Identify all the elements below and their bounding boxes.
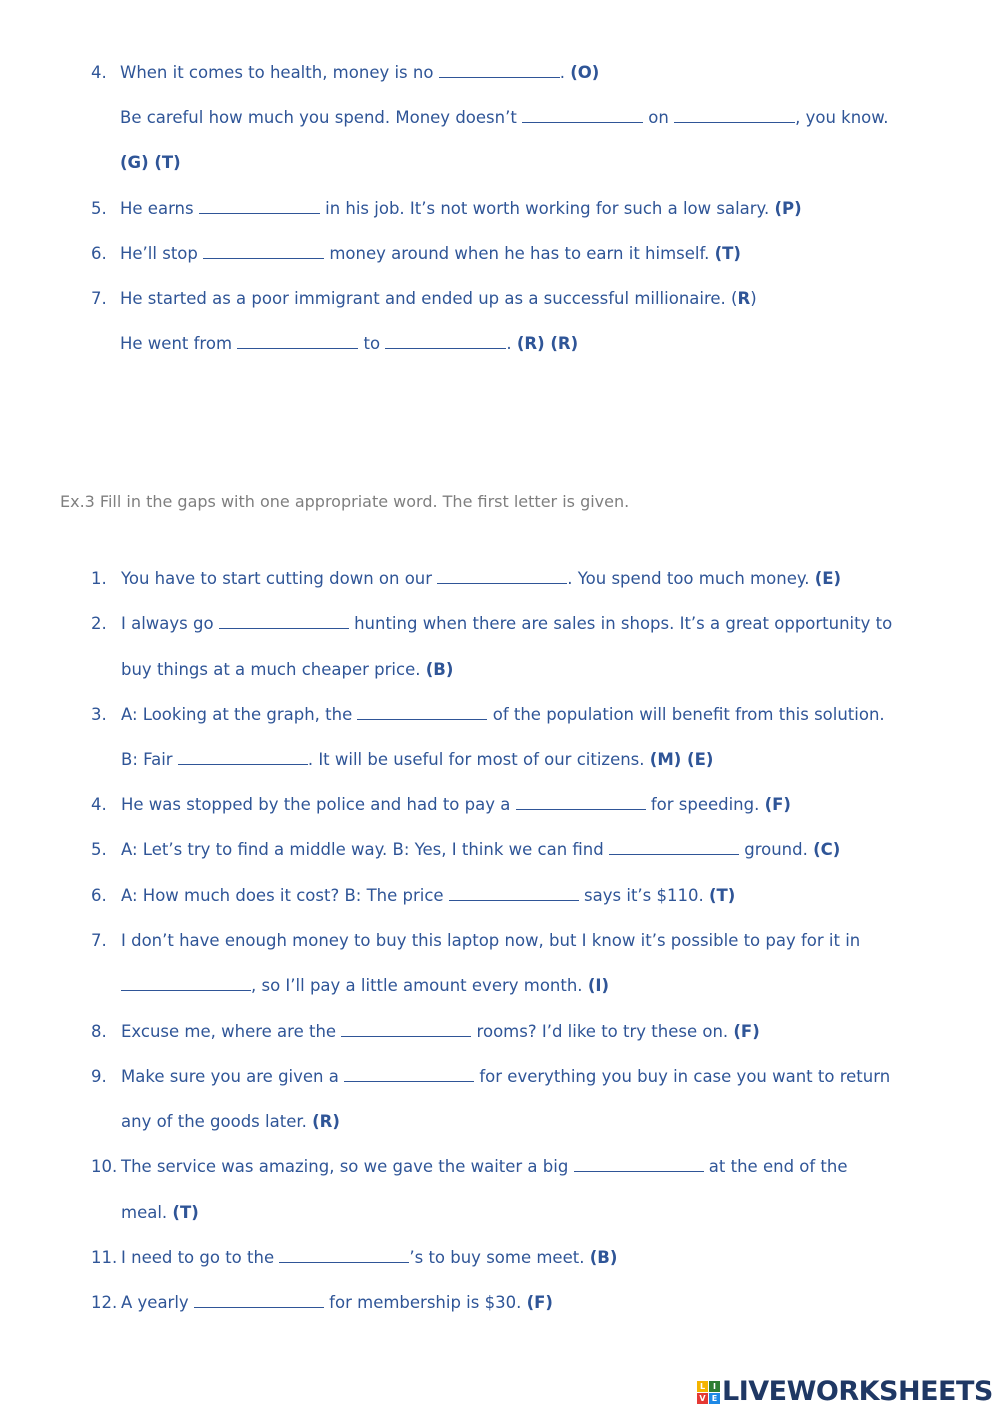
letter-hint: (C) [813, 840, 841, 859]
question-line: buy things at a much cheaper price. (B) [121, 660, 454, 679]
question-line: The service was amazing, so we gave the waiter a big at the end of the [121, 1157, 848, 1176]
question-line: I need to go to the ’s to buy some meet. (B) [121, 1248, 618, 1267]
question-line: He’ll stop money around when he has to earn it himself. (T) [120, 244, 741, 263]
question-line: He started as a poor immigrant and ended up as a successful millionaire. (R) [120, 289, 757, 308]
item-number: 6. [91, 886, 107, 905]
logo-block: I [709, 1381, 720, 1392]
answer-blank[interactable] [203, 243, 324, 259]
letter-hint: (B) [589, 1248, 618, 1267]
question-line: He went from to . (R) (R) [120, 334, 579, 353]
item-number: 9. [91, 1067, 107, 1086]
answer-blank[interactable] [437, 568, 567, 584]
answer-blank[interactable] [574, 1156, 704, 1172]
item-number: 4. [91, 795, 107, 814]
question-line: When it comes to health, money is no . (O) [120, 63, 600, 82]
question-line: Be careful how much you spend. Money doesn’t on , you know. [120, 108, 889, 127]
answer-blank[interactable] [385, 333, 506, 349]
answer-blank[interactable] [237, 333, 358, 349]
answer-blank[interactable] [341, 1021, 471, 1037]
item-number: 3. [91, 705, 107, 724]
exercise-instruction: Ex.3 Fill in the gaps with one appropriate word. The first letter is given. [60, 492, 630, 511]
answer-blank[interactable] [199, 198, 320, 214]
letter-hint: (R) (R) [516, 334, 579, 353]
question-line [120, 152, 181, 174]
answer-blank[interactable] [439, 62, 560, 78]
item-number: 8. [91, 1022, 107, 1041]
letter-hint: (M) (E) [649, 750, 714, 769]
answer-blank[interactable] [609, 839, 739, 855]
question-line: B: Fair . It will be useful for most of our citizens. (M) (E) [121, 750, 714, 769]
question-line: any of the goods later. (R) [121, 1112, 340, 1131]
question-line: A yearly for membership is $30. (F) [121, 1293, 553, 1312]
item-number: 11. [91, 1248, 118, 1267]
question-line: I always go hunting when there are sales in shops. It’s a great opportunity to [121, 614, 893, 633]
item-number: 2. [91, 614, 107, 633]
item-number: 4. [91, 63, 107, 82]
letter-hint: (I) [587, 976, 610, 995]
letter-hint: (F) [526, 1293, 553, 1312]
letter-hint: (B) [425, 660, 454, 679]
letter-hint: (T) [709, 886, 736, 905]
item-number: 5. [91, 840, 107, 859]
answer-blank[interactable] [121, 975, 251, 991]
item-number: 5. [91, 199, 107, 218]
question-line: A: Looking at the graph, the of the population will benefit from this solution. [121, 705, 885, 724]
logo-block: E [709, 1393, 720, 1404]
letter-hint: (T) [714, 244, 741, 263]
question-line: Excuse me, where are the rooms? I’d like to try these on. (F) [121, 1022, 760, 1041]
letter-hint: (E) [814, 569, 842, 588]
question-line: He was stopped by the police and had to pay a for speeding. (F) [121, 795, 791, 814]
letter-hint: (T) [172, 1203, 199, 1222]
answer-blank[interactable] [674, 107, 795, 123]
letter-hint: (F) [764, 795, 791, 814]
answer-blank[interactable] [522, 107, 643, 123]
item-number: 7. [91, 289, 107, 308]
logo-block: L [697, 1381, 708, 1392]
question-line: I don’t have enough money to buy this laptop now, but I know it’s possible to pay for it in [121, 931, 861, 950]
answer-blank[interactable] [357, 704, 487, 720]
item-number: 10. [91, 1157, 118, 1176]
item-number: 7. [91, 931, 107, 950]
liveworksheets-logo [697, 1376, 993, 1408]
letter-hint: (F) [733, 1022, 760, 1041]
logo-icon [697, 1381, 720, 1404]
item-number: 1. [91, 569, 107, 588]
answer-blank[interactable] [178, 749, 308, 765]
answer-blank[interactable] [219, 613, 349, 629]
question-line: A: Let’s try to find a middle way. B: Yes, I think we can find ground. (C) [121, 840, 841, 859]
question-line: meal. (T) [121, 1203, 199, 1222]
logo-block: V [697, 1393, 708, 1404]
letter-hint: (G) (T) [120, 153, 181, 172]
question-line: , so I’ll pay a little amount every month. (I) [121, 975, 609, 997]
answer-blank[interactable] [516, 794, 646, 810]
question-line: You have to start cutting down on our . You spend too much money. (E) [121, 569, 842, 588]
question-line: Make sure you are given a for everything you buy in case you want to return [121, 1067, 891, 1086]
question-line: He earns in his job. It’s not worth working for such a low salary. (P) [120, 199, 802, 218]
answer-blank[interactable] [194, 1292, 324, 1308]
letter-hint: (R) [312, 1112, 340, 1131]
letter-hint: (O) [570, 63, 600, 82]
item-number: 12. [91, 1293, 118, 1312]
answer-blank[interactable] [449, 885, 579, 901]
logo-text: LIVEWORKSHEETS [722, 1376, 993, 1407]
answer-blank[interactable] [279, 1247, 409, 1263]
question-line: A: How much does it cost? B: The price says it’s $110. (T) [121, 886, 736, 905]
item-number: 6. [91, 244, 107, 263]
answer-blank[interactable] [344, 1066, 474, 1082]
letter-hint: (P) [774, 199, 802, 218]
letter-hint: R [737, 289, 751, 308]
